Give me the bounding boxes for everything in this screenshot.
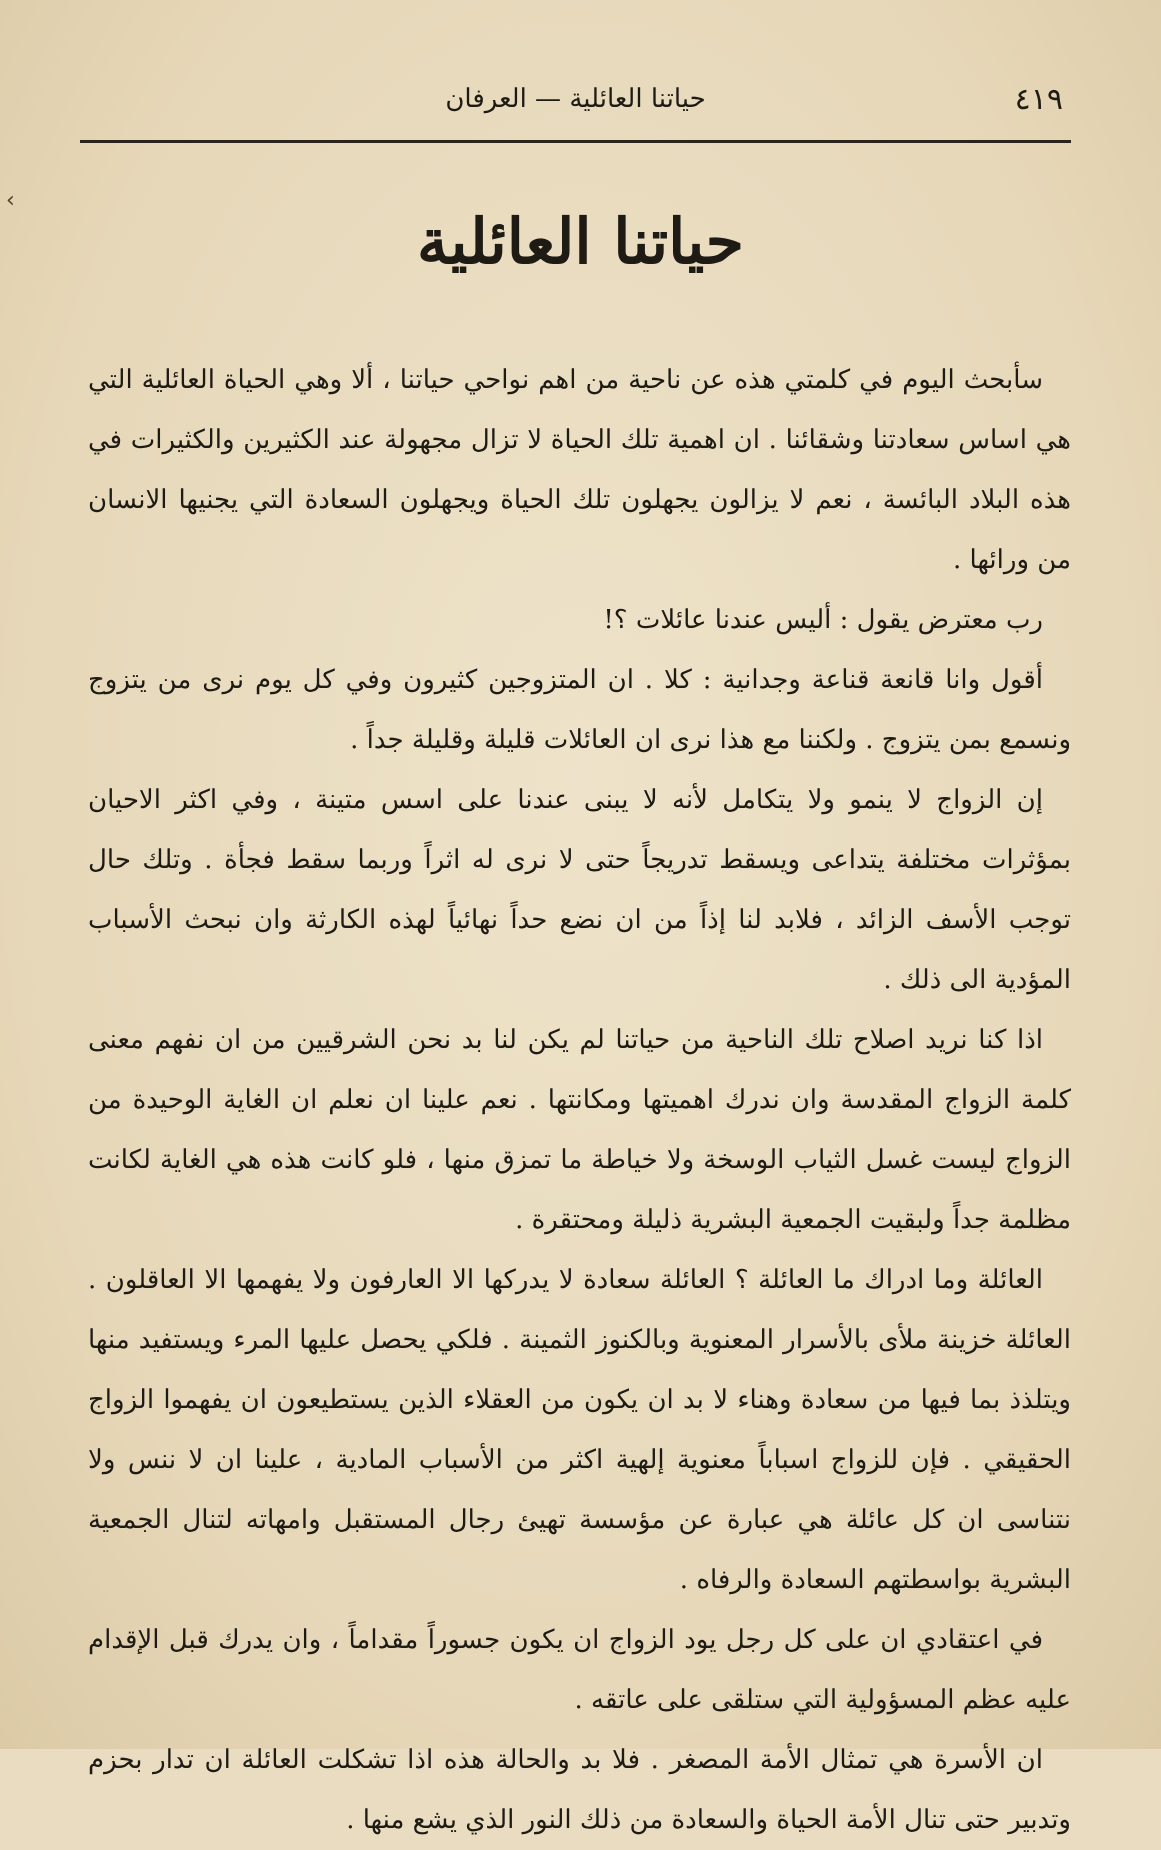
- paragraph-6: العائلة وما ادراك ما العائلة ؟ العائلة سعادة لا يدركها الا العارفون ولا يفهمها الا العاقلون . العائلة خزينة ملأى بالأسرار المعنوية وبالكنوز الثمينة . فلكي يحصل عليها المرء ويستفيد منها ويتلذذ بما فيها من سعادة وهناء لا بد ان يكون من العقلاء الذين يستطيعون ان يفهموا الزواج الحقيقي . فإن للزواج اسباباً معنوية إلهية اكثر من الأسباب المادية ، علينا ان لا ننس ولا نتناسى ان كل عائلة هي عبارة عن مؤسسة تهيئ رجال المستقبل وامهاته لتنال الجمعية البشرية بواسطتهم السعادة والرفاه .: [88, 1265, 1071, 1595]
- page-number: ٤١٩: [1014, 82, 1063, 117]
- running-header: [80, 78, 1071, 128]
- paragraph-2: رب معترض يقول : أليس عندنا عائلات ؟!: [603, 605, 1043, 635]
- paragraph-4: إن الزواج لا ينمو ولا يتكامل لأنه لا يبنى عندنا على اسس متينة ، وفي اكثر الاحيان بمؤثرات مختلفة يتداعى ويسقط تدريجاً حتى لا نرى له اثراً وربما سقط فجأة . وتلك حال توجب الأسف الزائد ، فلابد لنا إذاً من ان نضع حداً نهائياً لهذه الكارثة وان نبحث الأسباب المؤدية الى ذلك .: [88, 785, 1071, 995]
- article-title: حياتنا العائلية: [416, 205, 744, 278]
- header-rule: [80, 140, 1071, 143]
- paragraph-1: سأبحث اليوم في كلمتي هذه عن ناحية من اهم نواحي حياتنا ، ألا وهي الحياة العائلية التي هي اساس سعادتنا وشقائنا . ان اهمية تلك الحياة لا تزال مجهولة عند الكثيرين والكثيرات في هذه البلاد البائسة ، نعم لا يزالون يجهلون تلك الحياة ويجهلون السعادة التي يجنيها الانسان من ورائها .: [88, 365, 1071, 575]
- paragraph-5: اذا كنا نريد اصلاح تلك الناحية من حياتنا لم يكن لنا بد نحن الشرقيين من ان نفهم معنى كلمة الزواج المقدسة وان ندرك اهميتها ومكانتها . نعم علينا ان نعلم ان الغاية الوحيدة من الزواج ليست غسل الثياب الوسخة ولا خياطة ما تمزق منها ، فلو كانت هذه هي الغاية لكانت مظلمة جداً ولبقيت الجمعية البشرية ذليلة ومحتقرة .: [88, 1025, 1071, 1235]
- paragraph-7: في اعتقادي ان على كل رجل يود الزواج ان يكون جسوراً مقداماً ، وان يدرك قبل الإقدام عليه عظم المسؤولية التي ستلقى على عاتقه .: [88, 1625, 1071, 1715]
- paragraph-8: ان الأسرة هي تمثال الأمة المصغر . فلا بد والحالة هذه اذا تشكلت العائلة ان تدار بحزم وتدبير حتى تنال الأمة الحياة والسعادة من ذلك النور الذي يشع منها .: [88, 1745, 1071, 1835]
- margin-mark: ‹: [6, 188, 15, 213]
- paragraph-3: أقول وانا قانعة قناعة وجدانية : كلا . ان المتزوجين كثيرون وفي كل يوم نرى من يتزوج ونسمع بمن يتزوج . ولكننا مع هذا نرى ان العائلات قليلة وقليلة جداً .: [88, 665, 1071, 755]
- article-body: [88, 350, 1071, 1850]
- running-title: حياتنا العائلية — العرفان: [445, 84, 706, 114]
